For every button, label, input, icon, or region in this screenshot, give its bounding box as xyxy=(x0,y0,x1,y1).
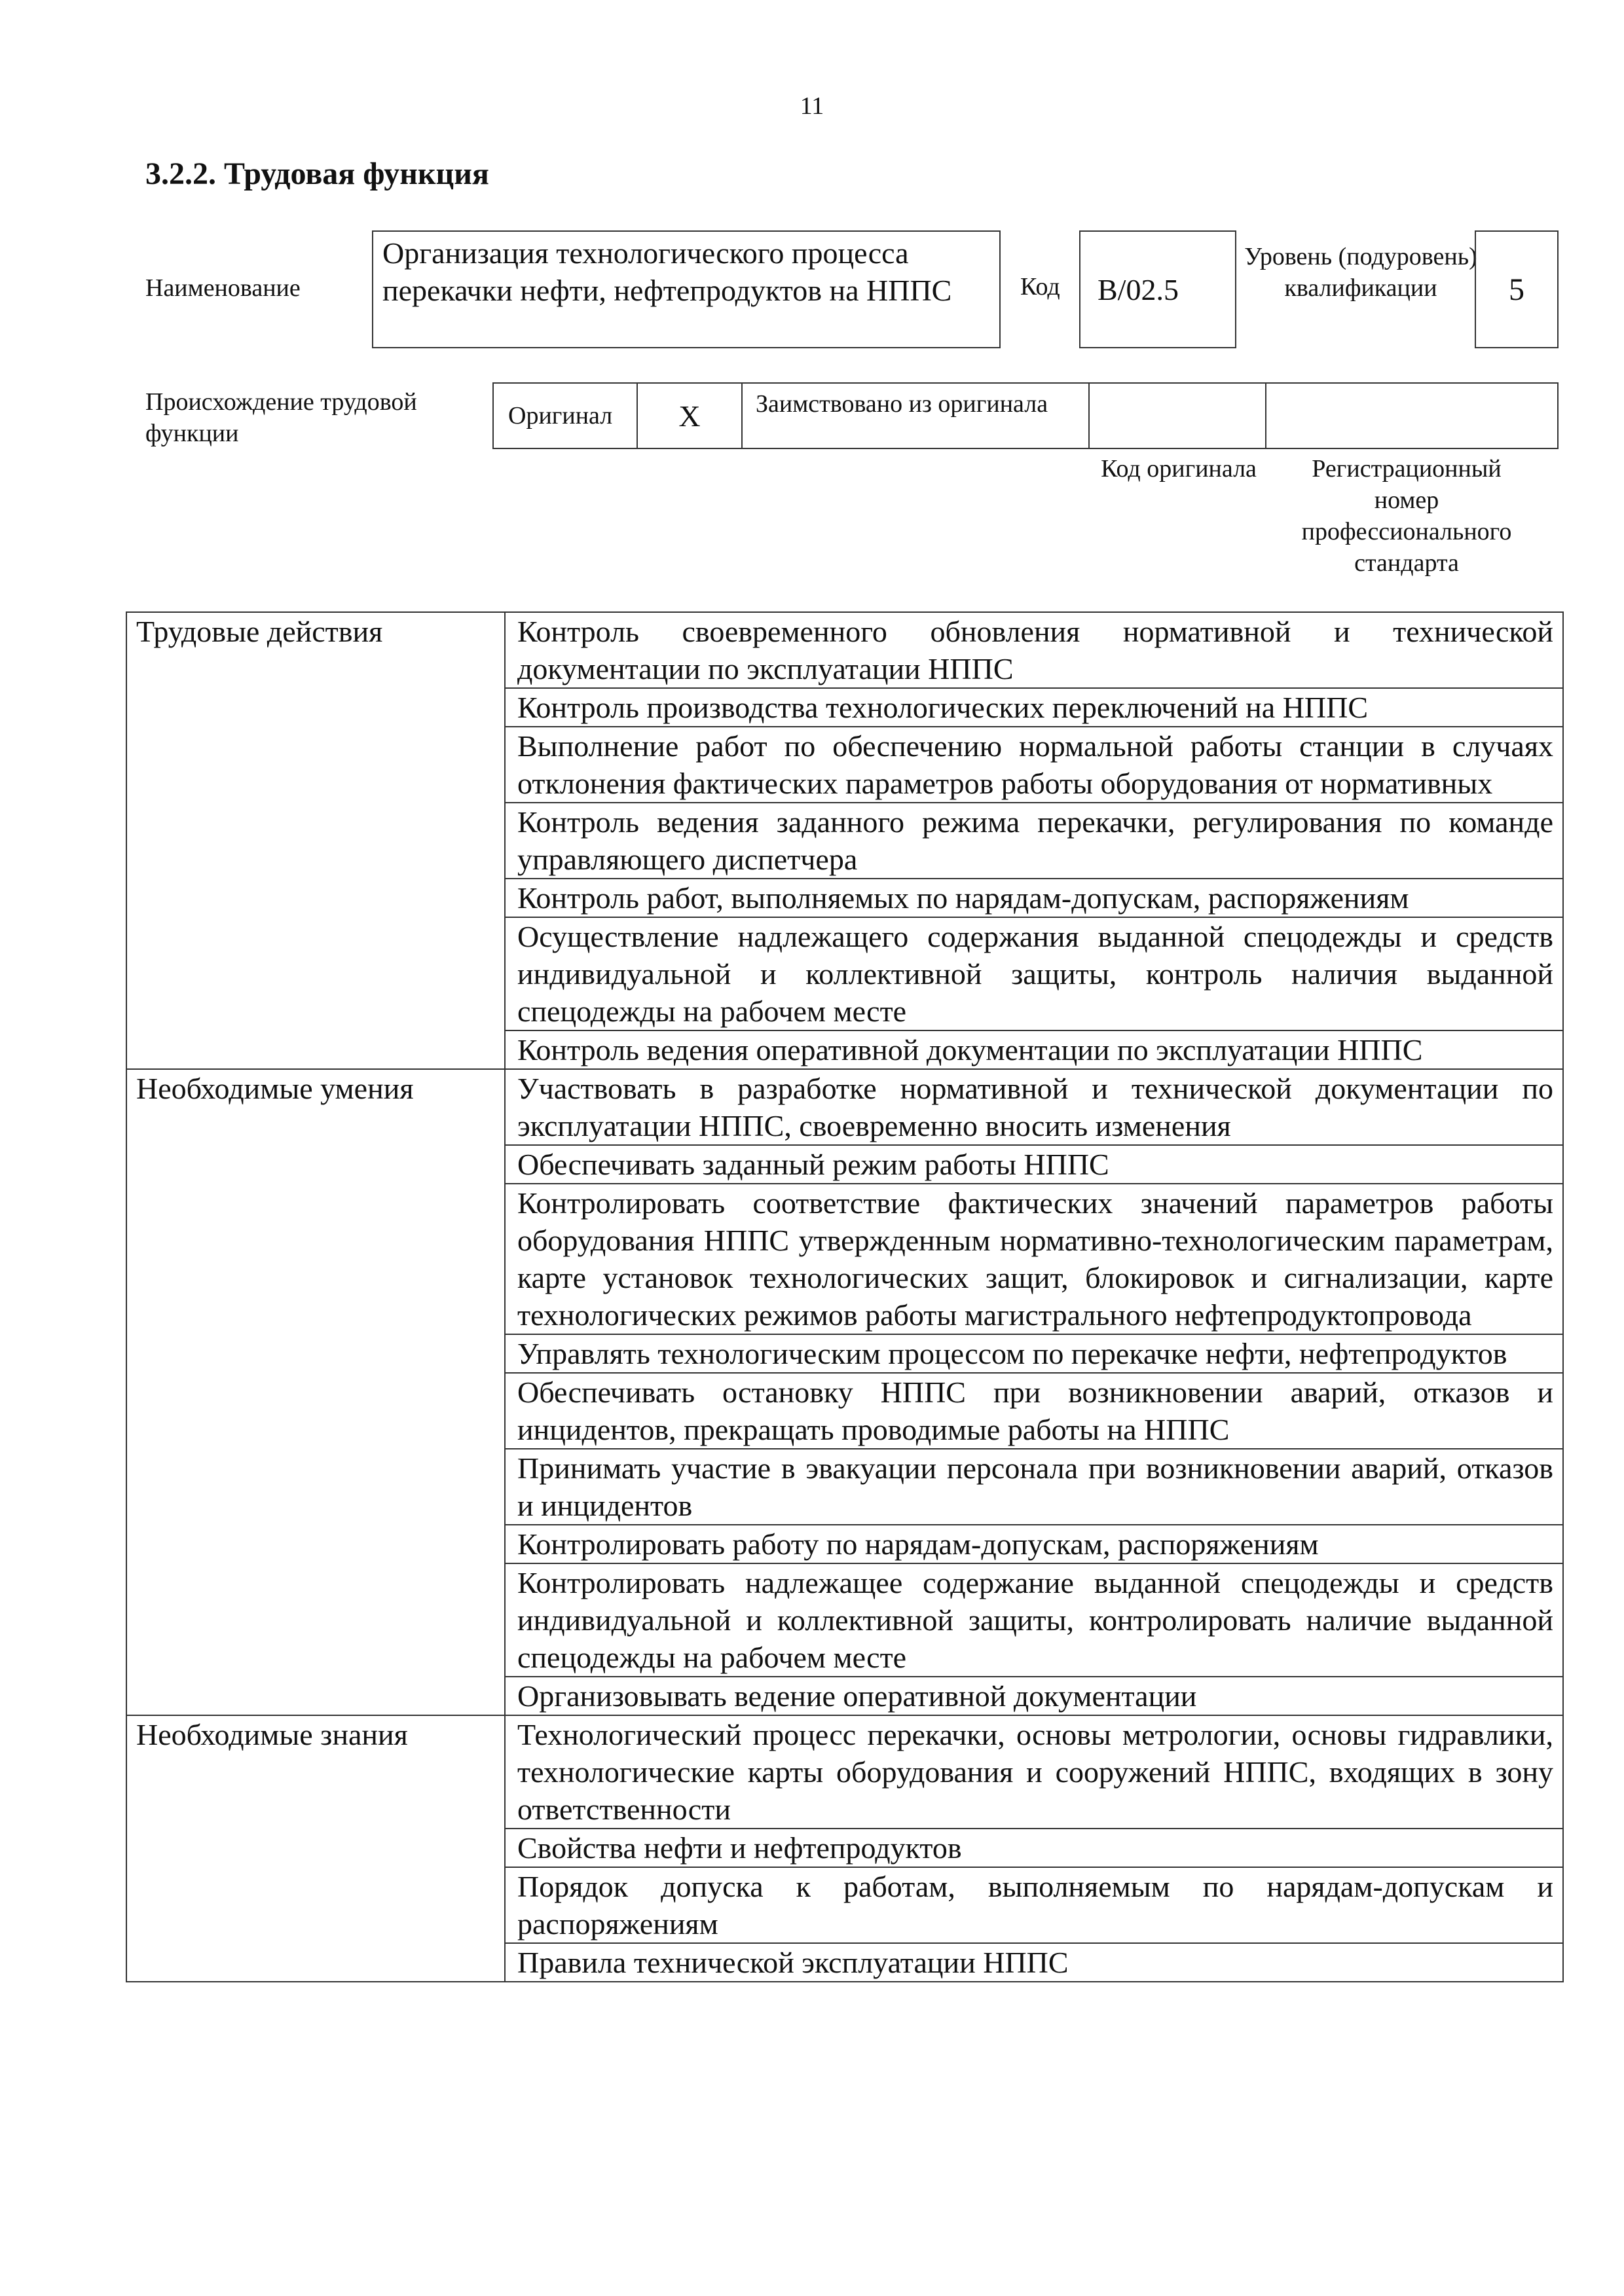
name-label: Наименование xyxy=(145,274,301,302)
original-mark: X xyxy=(678,399,701,433)
section-heading: 3.2.2. Трудовая функция xyxy=(145,156,489,191)
table-row xyxy=(126,612,1563,688)
section-title: Необходимые знания xyxy=(126,1715,505,1982)
code-value: B/02.5 xyxy=(1098,272,1179,306)
function-name-box xyxy=(372,230,1001,348)
original-cell xyxy=(494,384,638,448)
section-title: Трудовые действия xyxy=(126,612,505,1069)
section-item: Обеспечивать остановку НППС при возникновении аварий, отказов и инцидентов, прекращать проводимые работы на НППС xyxy=(505,1373,1563,1449)
section-item: Участвовать в разработке нормативной и технической документации по эксплуатации НППС, своевременно вносить изменения xyxy=(505,1069,1563,1145)
origin-label: Происхождение трудовой функции xyxy=(145,388,417,447)
section-title: Необходимые умения xyxy=(126,1069,505,1715)
section-item: Контроль производства технологических переключений на НППС xyxy=(505,688,1563,727)
page-number: 11 xyxy=(800,92,824,120)
original-label: Оригинал xyxy=(508,402,613,429)
section-item: Правила технической эксплуатации НППС xyxy=(505,1943,1563,1982)
section-item: Свойства нефти и нефтепродуктов xyxy=(505,1829,1563,1867)
level-value: 5 xyxy=(1509,272,1524,307)
original-mark-cell xyxy=(638,384,743,448)
function-details-table xyxy=(126,611,1564,1982)
section-item: Выполнение работ по обеспечению нормальной работы станции в случаях отклонения фактических параметров работы оборудования от нормативных xyxy=(505,727,1563,803)
section-item: Контроль своевременного обновления нормативной и технической документации по эксплуатации НППС xyxy=(505,612,1563,688)
origin-table xyxy=(492,382,1559,449)
section-item: Организовывать ведение оперативной документации xyxy=(505,1677,1563,1715)
section-item: Контроль работ, выполняемых по нарядам-допускам, распоряжениям xyxy=(505,879,1563,917)
code-box xyxy=(1079,230,1236,348)
section-item: Контролировать надлежащее содержание выданной спецодежды и средств индивидуальной и коллективной защиты, контролировать наличие выданной спецодежды на рабочем месте xyxy=(505,1563,1563,1677)
section-item: Контролировать работу по нарядам-допускам, распоряжениям xyxy=(505,1525,1563,1563)
section-item: Контроль ведения заданного режима перекачки, регулирования по команде управляющего диспетчера xyxy=(505,803,1563,879)
section-item: Порядок допуска к работам, выполняемым по нарядам-допускам и распоряжениям xyxy=(505,1867,1563,1943)
section-item: Принимать участие в эвакуации персонала при возникновении аварий, отказов и инцидентов xyxy=(505,1449,1563,1525)
level-label: Уровень (подуровень) квалификации xyxy=(1244,243,1477,302)
section-item: Контролировать соответствие фактических значений параметров работы оборудования НППС утвержденным нормативно-технологическим параметрам, карте установок технологических защит, блокировок и сигнализации, карте технологических режимов работы магистрального нефтепродуктопровода xyxy=(505,1184,1563,1334)
table-row xyxy=(126,1069,1563,1145)
section-item: Контроль ведения оперативной документации по эксплуатации НППС xyxy=(505,1030,1563,1069)
borrowed-cell xyxy=(743,384,1090,448)
section-item: Технологический процесс перекачки, основы метрологии, основы гидравлики, технологические карты оборудования и сооружений НППС, входящих в зону ответственности xyxy=(505,1715,1563,1829)
code-label: Код xyxy=(1020,273,1060,301)
level-box xyxy=(1475,230,1559,348)
code-caption: Код оригинала xyxy=(1101,455,1257,483)
section-item: Обеспечивать заданный режим работы НППС xyxy=(505,1145,1563,1184)
borrowed-label: Заимствовано из оригинала xyxy=(756,390,1048,418)
original-code-cell xyxy=(1090,384,1266,448)
section-item: Управлять технологическим процессом по перекачке нефти, нефтепродуктов xyxy=(505,1334,1563,1373)
function-name: Организация технологического процесса перекачки нефти, нефтепродуктов на НППС xyxy=(382,236,952,307)
table-row xyxy=(126,1715,1563,1829)
reg-caption: Регистрационный номер профессионального стандарта xyxy=(1301,455,1512,577)
reg-number-cell xyxy=(1266,384,1557,448)
section-item: Осуществление надлежащего содержания выданной спецодежды и средств индивидуальной и коллективной защиты, контроль наличия выданной спецодежды на рабочем месте xyxy=(505,917,1563,1030)
